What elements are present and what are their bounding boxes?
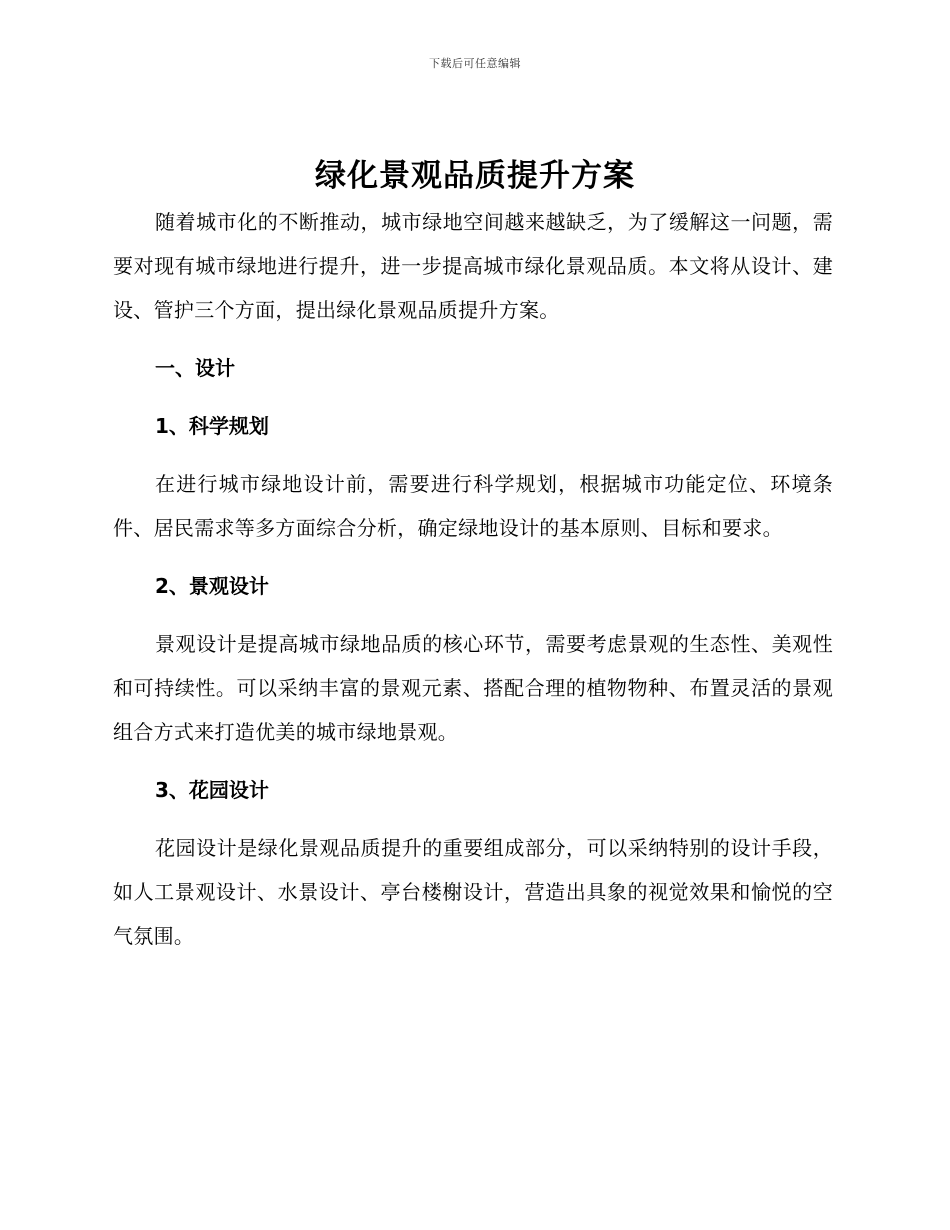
section-heading-design: 一、设计 [155,356,235,380]
subheading-landscape-design: 2、景观设计 [155,574,269,598]
paragraph-landscape-design: 景观设计是提高城市绿地品质的核心环节，需要考虑景观的生态性、美观性和可持续性。可以采纳丰富的景观元素、搭配合理的植物物种、布置灵活的景观组合方式来打造优美的城市绿地景观。 [113,632,833,744]
intro-paragraph: 随着城市化的不断推动，城市绿地空间越来越缺乏，为了缓解这一问题，需要对现有城市绿地进行提升，进一步提高城市绿化景观品质。本文将从设计、建设、管护三个方面，提出绿化景观品质提升方案。 [113,210,833,322]
paragraph-scientific-planning: 在进行城市绿地设计前，需要进行科学规划，根据城市功能定位、环境条件、居民需求等多方面综合分析，确定绿地设计的基本原则、目标和要求。 [113,472,833,540]
document-body [113,200,833,958]
document-title: 绿化景观品质提升方案 [315,158,635,194]
header-note: 下载后可任意编辑 [429,57,521,70]
subheading-garden-design: 3、花园设计 [155,778,269,802]
subheading-scientific-planning: 1、科学规划 [155,414,269,438]
paragraph-garden-design: 花园设计是绿化景观品质提升的重要组成部分，可以采纳特别的设计手段，如人工景观设计、水景设计、亭台楼榭设计，营造出具象的视觉效果和愉悦的空气氛围。 [113,836,833,948]
